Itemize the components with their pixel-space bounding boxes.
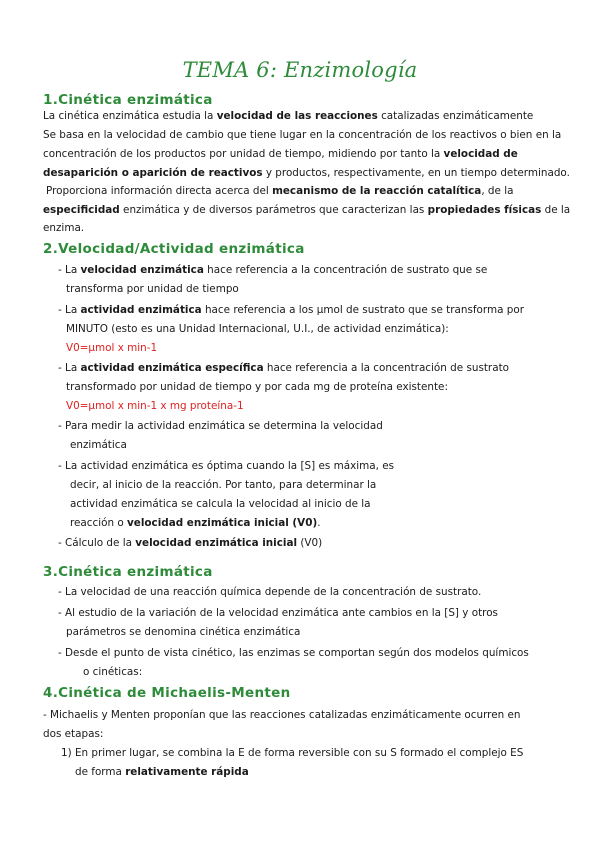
s1-text: , de la <box>481 185 514 197</box>
s1-bold: velocidad de <box>443 148 518 160</box>
s2-text: - Cálculo de la <box>58 537 136 549</box>
s2-b6-line <box>58 538 322 548</box>
s1-text: Proporciona información directa acerca del <box>46 185 273 197</box>
s1-line-3 <box>43 149 518 159</box>
s3-b2-line-1: - Al estudio de la variación de la velocidad enzimática ante cambios en la [S] y otros <box>58 607 498 619</box>
s1-line-5 <box>46 186 513 196</box>
s2-text: - La <box>58 264 81 276</box>
s2-bold: velocidad enzimática inicial <box>135 537 298 549</box>
s2-b2-line-2: MINUTO (esto es una Unidad Internacional, U.I., de actividad enzimática): <box>66 323 449 335</box>
s2-b3-line-1 <box>58 363 509 373</box>
s2-text: reacción o <box>70 517 128 529</box>
s2-b5-line-4 <box>70 518 321 528</box>
s2-text: - La <box>58 304 81 316</box>
s1-line-1 <box>43 111 533 121</box>
s2-b1-line-2: transforma por unidad de tiempo <box>66 283 239 295</box>
s4-line-1: - Michaelis y Menten proponían que las reacciones catalizadas enzimáticamente ocurren en <box>43 709 521 721</box>
page-title: TEMA 6: Enzimología <box>182 58 418 82</box>
s2-formula-1: V0=μmol x min-1 <box>66 342 158 354</box>
s1-bold: propiedades físicas <box>427 204 542 216</box>
s2-text: - La <box>58 362 81 374</box>
s2-text: hace referencia a los μmol de sustrato que se transforma por <box>201 304 524 316</box>
s2-bold: velocidad enzimática inicial (V0) <box>127 517 318 529</box>
s1-text: de la <box>541 204 571 216</box>
s3-b3-line-1: - Desde el punto de vista cinético, las enzimas se comportan según dos modelos químicos <box>58 647 529 659</box>
s2-bold: actividad enzimática <box>80 304 202 316</box>
s2-b5-line-3: actividad enzimática se calcula la velocidad al inicio de la <box>70 498 371 510</box>
s1-text: La cinética enzimática estudia la <box>43 110 217 122</box>
section-4-heading: 4.Cinética de Michaelis-Menten <box>43 685 291 701</box>
s1-text: y productos, respectivamente, en un tiempo determinado. <box>262 167 570 179</box>
s1-line-6 <box>43 205 570 215</box>
s1-bold: especificidad <box>43 204 120 216</box>
s4-line-2: dos etapas: <box>43 728 104 740</box>
s1-text: concentración de los productos por unidad de tiempo, midiendo por tanto la <box>43 148 444 160</box>
s2-text: hace referencia a la concentración de sustrato <box>263 362 510 374</box>
s1-text: catalizadas enzimáticamente <box>377 110 534 122</box>
s3-b2-line-2: parámetros se denomina cinética enzimática <box>66 626 301 638</box>
s3-b3-line-2: o cinéticas: <box>83 666 143 678</box>
s1-line-4 <box>43 168 570 178</box>
s1-bold: mecanismo de la reacción catalítica <box>272 185 482 197</box>
section-2-heading: 2.Velocidad/Actividad enzimática <box>43 241 305 257</box>
s2-bold: velocidad enzimática <box>80 264 204 276</box>
s1-text: enzimática y de diversos parámetros que caracterizan las <box>119 204 428 216</box>
s1-line-7: enzima. <box>43 222 85 234</box>
s2-text: (V0) <box>297 537 323 549</box>
s3-b1: - La velocidad de una reacción química depende de la concentración de sustrato. <box>58 586 482 598</box>
s4-item-1-line-1: 1) En primer lugar, se combina la E de forma reversible con su S formado el complejo ES <box>61 747 524 759</box>
section-3-heading: 3.Cinética enzimática <box>43 564 213 580</box>
s1-line-2: Se basa en la velocidad de cambio que tiene lugar en la concentración de los reactivos o bien en la <box>43 129 562 141</box>
s2-b1-line-1 <box>58 265 487 275</box>
s2-text: hace referencia a la concentración de sustrato que se <box>203 264 488 276</box>
s4-bold: relativamente rápida <box>125 766 249 778</box>
s2-b5-line-2: decir, al inicio de la reacción. Por tanto, para determinar la <box>70 479 377 491</box>
s2-formula-2: V0=μmol x min-1 x mg proteína-1 <box>66 400 244 412</box>
s2-b4-line-2: enzimática <box>70 439 127 451</box>
s2-text: . <box>317 517 321 529</box>
s2-b5-line-1: - La actividad enzimática es óptima cuando la [S] es máxima, es <box>58 460 395 472</box>
s2-b4-line-1: - Para medir la actividad enzimática se determina la velocidad <box>58 420 383 432</box>
s1-bold: velocidad de las reacciones <box>216 110 378 122</box>
s2-bold: actividad enzimática específica <box>80 362 264 374</box>
s2-b2-line-1 <box>58 305 524 315</box>
section-1-heading: 1.Cinética enzimática <box>43 92 213 108</box>
s1-bold: desaparición o aparición de reactivos <box>43 167 263 179</box>
s4-text: de forma <box>75 766 126 778</box>
s4-item-1-line-2 <box>75 767 249 777</box>
s2-b3-line-2: transformado por unidad de tiempo y por cada mg de proteína existente: <box>66 381 448 393</box>
